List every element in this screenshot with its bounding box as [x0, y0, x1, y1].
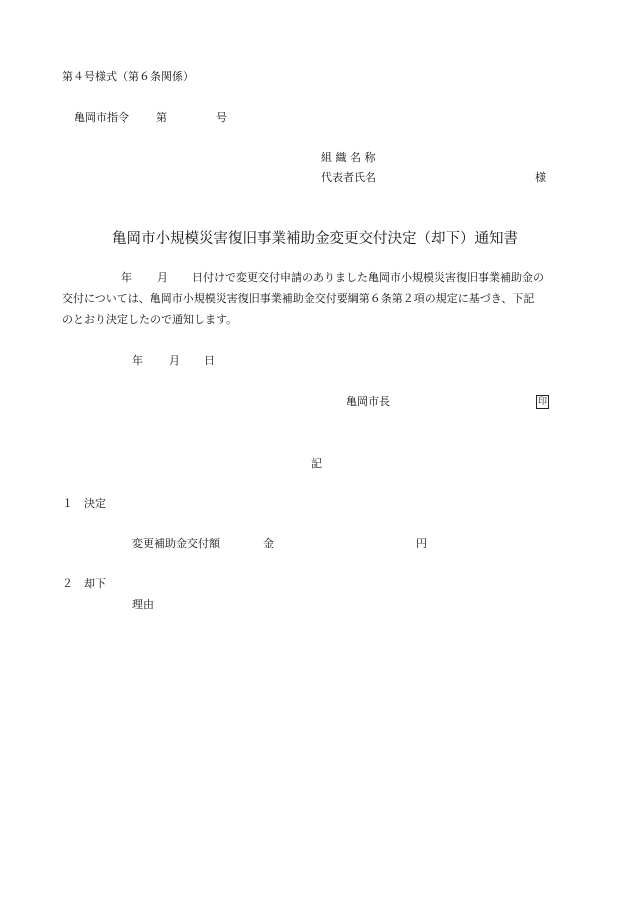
kin-label: 金	[263, 537, 274, 550]
date-day: 日	[204, 354, 215, 367]
sama-honorific: 様	[535, 171, 546, 184]
yen-label: 円	[416, 537, 427, 550]
body-line1-text: 日付けで変更交付申請のありました亀岡市小規模災害復旧事業補助金の	[192, 271, 544, 284]
issuer-name: 亀岡市長	[346, 395, 390, 408]
reason-label: 理由	[132, 598, 154, 611]
reference-dai: 第	[156, 111, 167, 124]
amount-label: 変更補助金交付額	[132, 537, 220, 550]
org-name-label: 組 織 名 称	[321, 151, 376, 164]
date-month: 月	[169, 354, 180, 367]
section2-heading: ２ 却下	[62, 577, 106, 590]
seal-mark: 印	[537, 397, 547, 407]
body-line1-year: 年	[121, 271, 132, 284]
body-line2: 交付については、亀岡市小規模災害復旧事業補助金交付要綱第６条第２項の規定に基づき、下記	[62, 292, 535, 305]
body-line1-month: 月	[157, 271, 168, 284]
reference-go: 号	[216, 111, 227, 124]
date-year: 年	[132, 354, 143, 367]
document-title: 亀岡市小規模災害復旧事業補助金変更交付決定（却下）通知書	[112, 231, 518, 247]
reference-prefix: 亀岡市指令	[74, 111, 129, 124]
body-line3: のとおり決定したので通知します。	[62, 313, 238, 326]
ki-heading: 記	[311, 457, 322, 470]
form-number: 第４号様式（第６条関係）	[62, 70, 194, 83]
section1-heading: １ 決定	[62, 497, 106, 510]
representative-label: 代表者氏名	[321, 171, 376, 184]
